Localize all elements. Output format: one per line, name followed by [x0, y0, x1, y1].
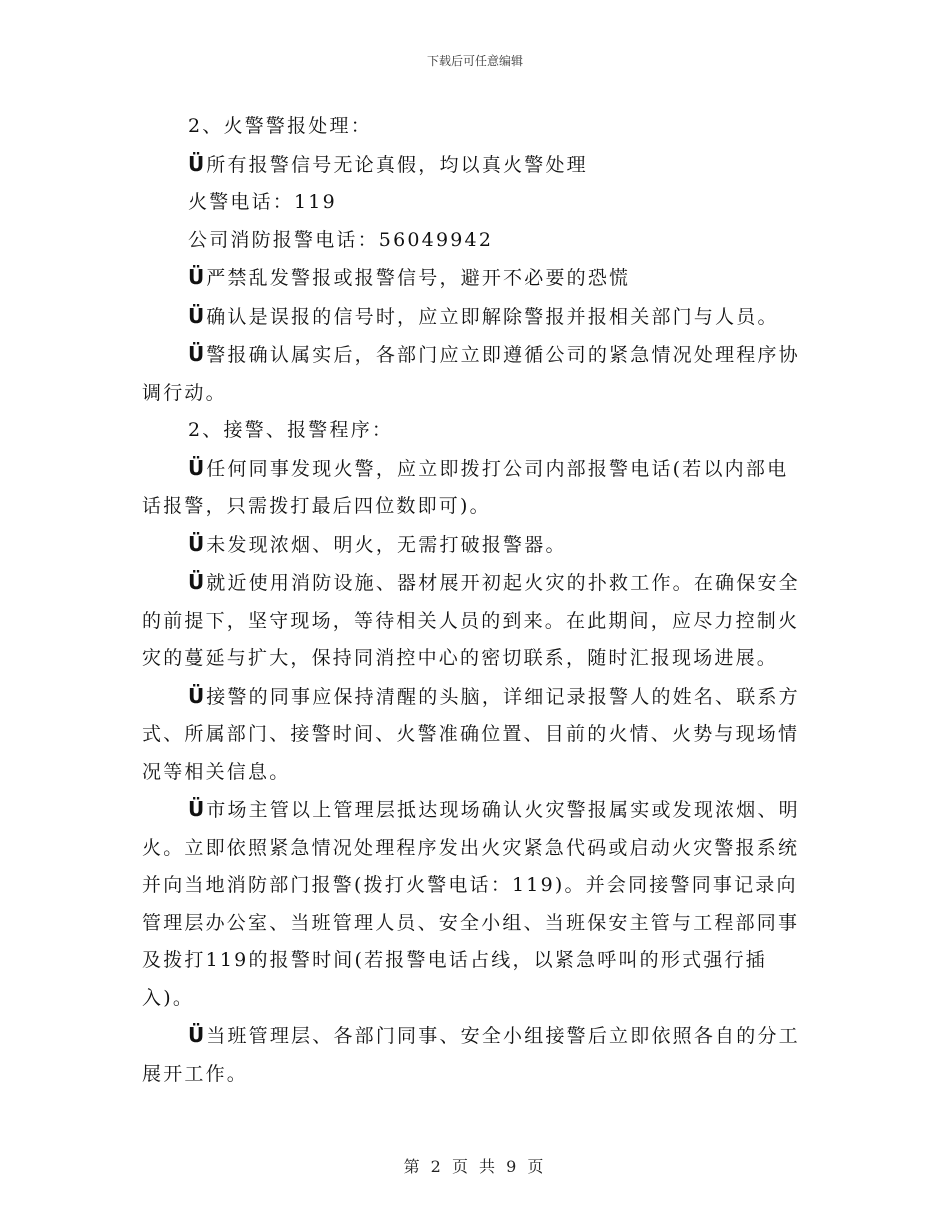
bullet-mark: Ü [188, 683, 205, 708]
bullet-mark: Ü [188, 342, 205, 366]
section-heading-alarm-procedure: 2、接警、报警程序： [188, 419, 394, 441]
bullet-mark: Ü [188, 303, 205, 328]
bullet-mark: Ü [188, 531, 205, 556]
bullet-mark: Ü [188, 151, 205, 176]
bullet-mark: Ü [188, 797, 205, 821]
bullet-mark: Ü [188, 1023, 205, 1047]
section-heading-fire-alarm: 2、火警警报处理： [188, 115, 372, 137]
bullet-paragraph: Ü 未发现浓烟、明火，无需打破报警器。 [188, 531, 567, 556]
bullet-paragraph: Ü 警报确认属实后，各部门应立即遵循公司的紧急情况处理程序协调行动。 [142, 342, 800, 404]
page-number-footer: 第 2 页 共 9 页 [403, 1157, 547, 1176]
bullet-mark: Ü [188, 455, 205, 480]
bullet-mark: Ü [188, 570, 205, 594]
document-body [142, 108, 806, 1093]
bullet-paragraph: Ü 就近使用消防设施、器材展开初起火灾的扑救工作。在确保安全的前提下，坚守现场，等待相关人员的到来。在此期间，应尽力控制火灾的蔓延与扩大，保持同消控中心的密切联系，随时汇报现场进展。 [142, 570, 800, 669]
bullet-paragraph: Ü 严禁乱发警报或报警信号，避开不必要的恐慌 [188, 265, 631, 289]
bullet-paragraph: Ü 市场主管以上管理层抵达现场确认火灾警报属实或发现浓烟、明火。立即依照紧急情况处理程序发出火灾紧急代码或启动火灾警报系统并向当地消防部门报警(拨打火警电话：119)。并会同接警同事记录向管理层办公室、当班管理人员、安全小组、当班保安主管与工程部同事及拨打119的报警时间(若报警电话占线，以紧急呼叫的形式强行插入)。 [142, 797, 800, 1009]
bullet-paragraph: Ü 确认是误报的信号时，应立即解除警报并报相关部门与人员。 [188, 303, 779, 328]
bullet-paragraph: Ü 任何同事发现火警，应立即拨打公司内部报警电话(若以内部电话报警，只需拨打最后四位数即可)。 [142, 455, 789, 517]
company-fire-phone-line: 公司消防报警电话：56049942 [188, 228, 494, 251]
bullet-paragraph: Ü 所有报警信号无论真假，均以真火警处理 [188, 151, 588, 176]
bullet-paragraph: Ü 接警的同事应保持清醒的头脑，详细记录报警人的姓名、联系方式、所属部门、接警时间、火警准确位置、目前的火情、火势与现场情况等相关信息。 [142, 683, 800, 783]
fire-phone-line: 火警电话：119 [188, 191, 337, 213]
bullet-paragraph: Ü 当班管理层、各部门同事、安全小组接警后立即依照各自的分工展开工作。 [142, 1023, 800, 1085]
bullet-mark: Ü [188, 265, 205, 289]
page-header: 下载后可任意编辑 [426, 54, 523, 68]
